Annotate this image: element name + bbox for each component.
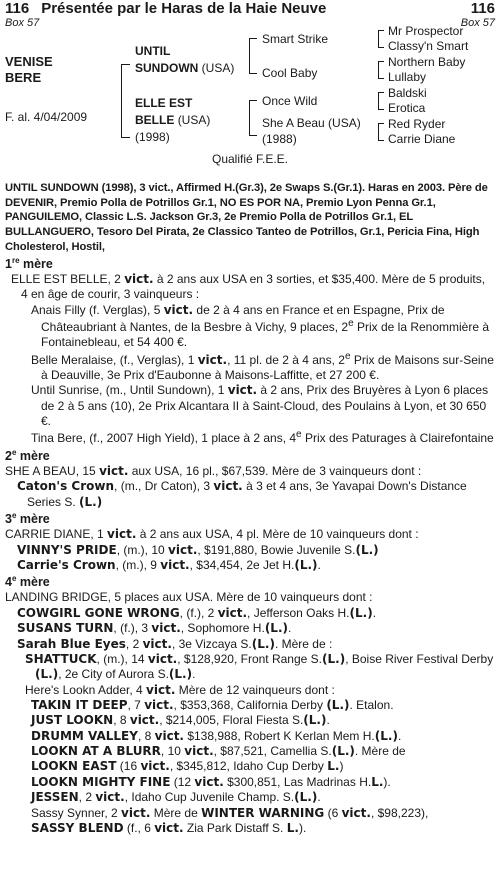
great-grandproduce-2: JUST LOOKN, 8 vict., $214,005, Floral Fiesta S.(L.). — [31, 713, 330, 728]
great-grandproduce-9: SASSY BLEND (f., 6 vict. Zia Park Distaff S. L.). — [31, 820, 307, 835]
grandsire-2: Once Wild — [262, 93, 318, 108]
produce-list — [5, 303, 495, 447]
great-grandproduce-8: Sassy Synner, 2 vict. Mère de WINTER WARNING (6 vict., $98,223), — [31, 805, 429, 820]
ancestor-5: Baldski — [388, 85, 427, 100]
bracket-gen1 — [121, 64, 130, 138]
great-grandproduce-3: DRUMM VALLEY, 8 vict. $138,988, Robert K Kerlan Mem H.(L.). — [31, 728, 402, 743]
box-right: Box 57 — [460, 16, 495, 29]
lot-number-right: 116 — [470, 0, 495, 17]
horse-details: F. al. 4/04/2009 — [5, 109, 88, 124]
third-dam-entry: CARRIE DIANE, 1 vict. à 2 ans aux USA, 4 pl. Mère de 10 vainqueurs dont : — [5, 527, 419, 542]
bracket-g3-3 — [378, 92, 384, 110]
grandsire-1: Smart Strike — [262, 31, 329, 46]
ancestor-4: Lullaby — [388, 69, 427, 84]
produce-3: Until Sunrise, (m., Until Sundown), 1 vict. à 2 ans, Prix des Bruyères à Lyon 6 places de 2 à 5 ans (10), 2e Prix Alcantara II à Saint-Cloud, des Poulains à Lyon, et 30 650 €. — [31, 383, 489, 429]
third-dam-produce-1: VINNY'S PRIDE, (m.), 10 vict., $191,880, Bowie Juvenile S.(L.) — [17, 542, 379, 557]
sire-summary: UNTIL SUNDOWN (1998), 3 vict., Affirmed H.(Gr.3), 2e Swaps S.(Gr.1). Haras en 2003. Père de DEVENIR, Premio Polla de Potrillos Gr.1, NO ES POR NA, Premio Lyon Penna Gr.1, PANGUILEMO, Classic L.S. Jackson Gr.3, 2e Premio Polla de Potrillos Gr.1, EL BULLANGUERO, Tesoro Del Pirata, 2e Classico Tanteo de Potrillos, Gr.1, Pericia Fina, High Cholesterol, Hostil, — [5, 181, 488, 253]
sire-name-2: SUNDOWN — [135, 60, 199, 75]
consignor-title: Présentée par le Haras de la Haie Neuve — [41, 0, 327, 17]
great-grandproduce-5: LOOKN EAST (16 vict., $345,812, Idaho Cup Derby L.) — [31, 759, 344, 774]
ancestor-7: Red Ryder — [388, 116, 446, 131]
dam-entry: ELLE EST BELLE, 2 vict. à 2 ans aux USA en 3 sorties, et $35,400. Mère de 5 produits, 4 en âge de courir, 3 vainqueurs : — [11, 271, 486, 302]
horse-name-2: BERE — [5, 69, 42, 85]
granddam-1: Cool Baby — [262, 65, 318, 80]
fourth-dam-grandproduce-2: Here's Lookn Adder, 4 vict. Mère de 12 vainqueurs dont : — [25, 682, 335, 697]
qualification: Qualifié F.E.E. — [211, 151, 289, 166]
dam-country: (USA) — [177, 112, 211, 127]
fourth-dam-grandproduce-1: SHATTUCK, (m.), 14 vict., $128,920, Front Range S.(L.), Boise River Festival Derby (L.), 2e City of Aurora S.(L.). — [25, 651, 494, 682]
section-1re-mere: 1re mère — [5, 255, 53, 271]
fourth-dam-produce-2: SUSANS TURN, (f.), 3 vict., Sophomore H.(L.). — [17, 621, 292, 636]
great-grandproduce-4: LOOKN AT A BLURR, 10 vict., $87,521, Camellia S.(L.). Mère de — [31, 744, 406, 759]
third-dam-produce-2: Carrie's Crown, (m.), 9 vict., $34,454, 2e Jet H.(L.). — [17, 557, 321, 572]
dam-year: (1998) — [135, 129, 170, 144]
section-2e-mere: 2e mère — [5, 447, 50, 463]
produce-2: Belle Meralaise, (f., Verglas), 1 vict., 11 pl. de 2 à 4 ans, 2e Prix de Maisons sur-Seine à Deauville, 3e Prix d'Eaubonne à Maisons-Laffitte, et 27 200 €. — [31, 350, 494, 383]
bracket-dam — [249, 100, 257, 136]
second-dam-entry: SHE A BEAU, 15 vict. aux USA, 16 pl., $67,539. Mère de 3 vainqueurs dont : — [5, 464, 422, 478]
box-left: Box 57 — [5, 16, 40, 29]
bracket-g3-4 — [378, 123, 384, 141]
ancestor-6: Erotica — [388, 100, 426, 115]
pedigree-table — [5, 23, 495, 180]
sire-country: (USA) — [201, 60, 235, 75]
great-grandproduce-7: JESSEN, 2 vict., Idaho Cup Juvenile Champ. S.(L.). — [31, 790, 321, 805]
fourth-dam-entry: LANDING BRIDGE, 5 places aux USA. Mère de 10 vainqueurs dont : — [5, 590, 373, 605]
fourth-dam-produce-3: Sarah Blue Eyes, 2 vict., 3e Vizcaya S.(L.). Mère de : — [17, 636, 333, 651]
bracket-g3-1 — [378, 30, 384, 48]
fourth-dam-produce-1: COWGIRL GONE WRONG, (f.), 2 vict., Jefferson Oaks H.(L.). — [17, 605, 377, 620]
dam-name-2: BELLE — [135, 112, 175, 127]
page-header — [5, 0, 495, 17]
lot-number: 116 — [5, 0, 30, 17]
granddam-2: She A Beau (USA) — [262, 115, 361, 130]
granddam-2-year: (1988) — [262, 131, 297, 146]
dam-name-1: ELLE EST — [135, 95, 193, 110]
ancestor-2: Classy'n Smart — [388, 38, 469, 53]
ancestor-3: Northern Baby — [388, 54, 466, 69]
horse-name-1: VENISE — [5, 53, 53, 69]
section-4e-mere: 4e mère — [5, 574, 50, 590]
produce-4: Tina Bere, (f., 2007 High Yield), 1 place à 2 ans, 4e Prix des Paturages à Clairefontaine — [31, 429, 494, 446]
ancestor-1: Mr Prospector — [388, 23, 464, 38]
bracket-g3-2 — [378, 61, 384, 79]
great-grandproduce-6: LOOKN MIGHTY FINE (12 vict. $300,851, Las Madrinas H.L.). — [31, 774, 391, 789]
ancestor-8: Carrie Diane — [388, 131, 456, 146]
great-grandproduce-1: TAKIN IT DEEP, 7 vict., $353,368, California Derby (L.). Etalon. — [31, 697, 394, 712]
section-3e-mere: 3e mère — [5, 511, 50, 527]
sire-name-1: UNTIL — [135, 43, 171, 58]
bracket-sire — [249, 38, 257, 74]
second-dam-produce-1: Caton's Crown, (m., Dr Caton), 3 vict. à 3 et 4 ans, 3e Yavapai Down's Distance Series S. (L.) — [17, 479, 467, 509]
produce-1: Anais Filly (f. Verglas), 5 vict. de 2 à 4 ans en France et en Espagne, Prix de Châteaubriant à Nantes, de la Besbre à Vichy, 9 places, 2e Prix de la Renommière à Fontainebleau, et 54 400 €. — [31, 302, 490, 350]
